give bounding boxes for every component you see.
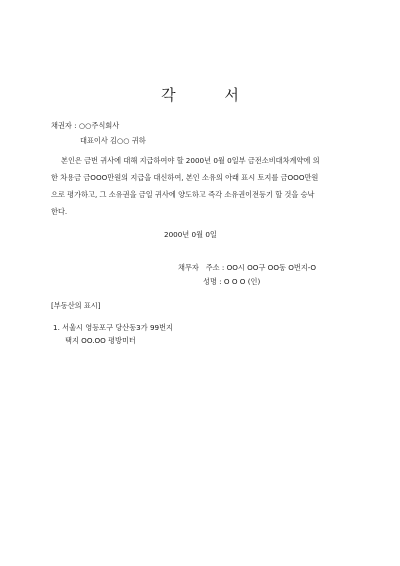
body-paragraph xyxy=(51,152,351,220)
document-title: 각 서 xyxy=(161,86,261,104)
body-line: 본인은 금번 귀사에 대해 지급하여야 할 2000년 0월 0일부 금전소비대차계약에 의 xyxy=(61,156,320,165)
debtor-address-line xyxy=(178,263,316,273)
creditor-representative: 대표이사 김○○ 귀하 xyxy=(80,136,146,145)
property-item-area: 택지 OO.OO 평방미터 xyxy=(65,336,136,345)
body-line: 으로 평가하고, 그 소유권을 금일 귀사에 양도하고 즉각 소유권이전등기 할 것을 승낙 xyxy=(51,190,315,199)
body-line: 한 차용금 금OOO만원의 지급을 대신하여, 본인 소유의 아래 표시 토지를 금OOO만원 xyxy=(51,173,319,182)
debtor-name-line xyxy=(203,277,260,287)
creditor-company: ○○주식회사 xyxy=(78,121,120,130)
creditor-line xyxy=(51,121,119,131)
creditor-label: 채권자 : xyxy=(51,121,79,130)
debtor-name: O O O (인) xyxy=(223,277,261,286)
debtor-name-label: 성명 : xyxy=(203,277,224,286)
debtor-address-label: 주소 : xyxy=(205,263,227,272)
document-date: 2000년 0월 0일 xyxy=(164,230,217,239)
property-item-location: 1. 서울시 영등포구 당산동3가 99번지 xyxy=(53,323,173,332)
body-line: 한다. xyxy=(51,207,68,216)
property-heading: [부동산의 표시] xyxy=(51,301,101,310)
debtor-role-label: 채무자 xyxy=(178,263,199,272)
debtor-address: OO시 OO구 OO동 O번지-O xyxy=(226,263,317,272)
